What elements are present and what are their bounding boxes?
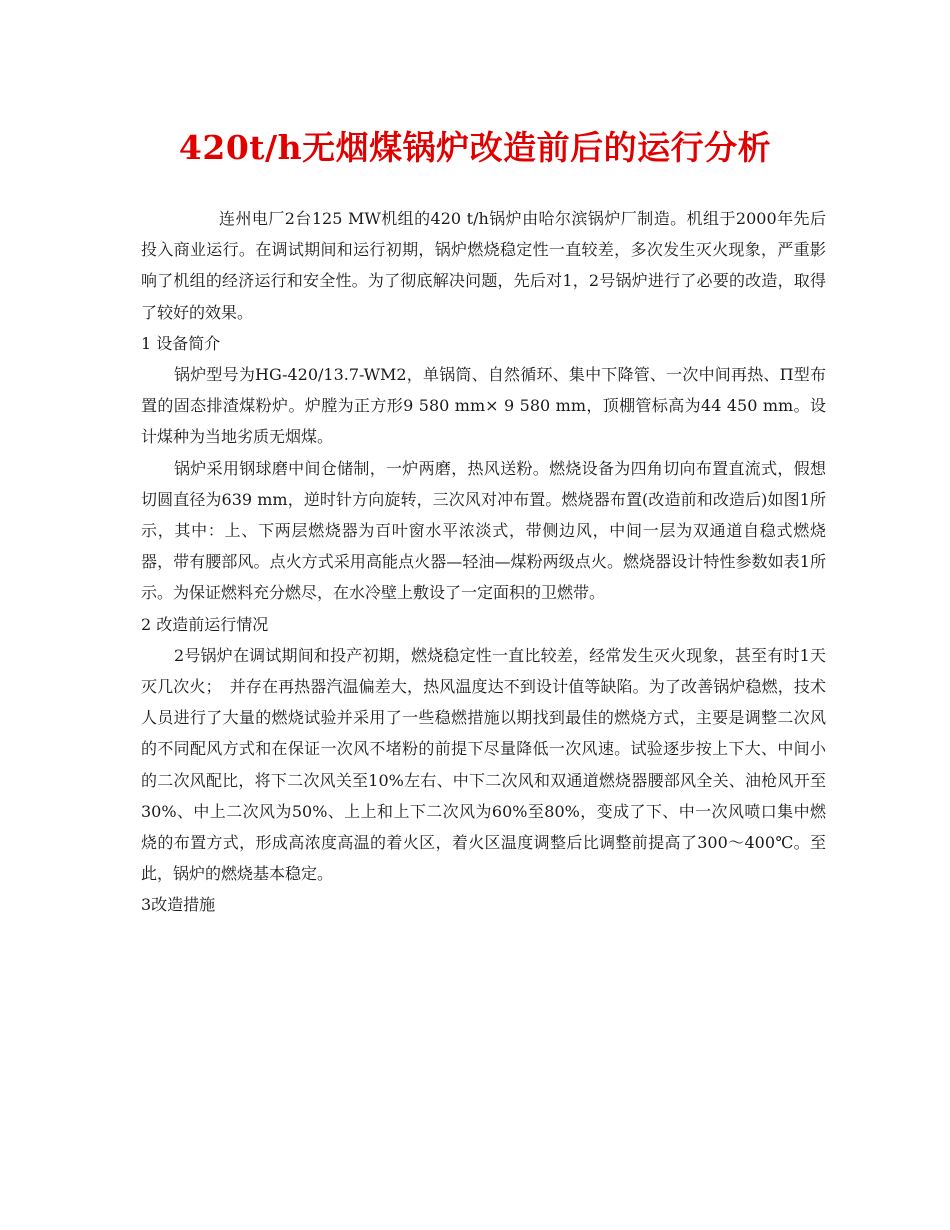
section-3-heading: 3改造措施	[141, 895, 216, 915]
section-2-paragraph-1: 2号锅炉在调试期间和投产初期，燃烧稳定性一直比较差，经常发生灭火现象，甚至有时1天灭几次火； 并存在再热器汽温偏差大，热风温度达不到设计值等缺陷。为了改善锅炉稳燃，技术人员进行了大量的燃烧试验并采用了一些稳燃措施以期找到最佳的燃烧方式，主要是调整二次风的不同配风方式和在保证一次风不堵粉的前提下尽量降低一次风速。试验逐步按上下大、中间小的二次风配比，将下二次风关至10%左右、中下二次风和双通道燃烧器腰部风全关、油枪风开至30%、中上二次风为50%、上上和上下二次风为60%至80%，变成了下、中一次风喷口集中燃烧的布置方式，形成高浓度高温的着火区，着火区温度调整后比调整前提高了300～400℃。至此，锅炉的燃烧基本稳定。	[141, 645, 826, 884]
section-2-heading: 2 改造前运行情况	[141, 614, 269, 634]
section-1-paragraph-1: 锅炉型号为HG-420/13.7-WM2，单锅筒、自然循环、集中下降管、一次中间再热、Π型布置的固态排渣煤粉炉。炉膛为正方形9 580 mm× 9 580 mm，顶棚管标高为44 450 mm。设计煤种为当地劣质无烟煤。	[141, 365, 826, 447]
document-body	[141, 203, 826, 921]
intro-paragraph: 连州电厂2台125 MW机组的420 t/h锅炉由哈尔滨锅炉厂制造。机组于2000年先后投入商业运行。在调试期间和运行初期，锅炉燃烧稳定性一直较差，多次发生灭火现象，严重影响了机组的经济运行和安全性。为了彻底解决问题，先后对1，2号锅炉进行了必要的改造，取得了较好的效果。	[141, 209, 826, 322]
section-1-heading: 1 设备简介	[141, 333, 221, 353]
document-title: 420t/h无烟煤锅炉改造前后的运行分析	[178, 128, 772, 167]
section-1-paragraph-2: 锅炉采用钢球磨中间仓储制，一炉两磨，热风送粉。燃烧设备为四角切向布置直流式，假想切圆直径为639 mm，逆时针方向旋转，三次风对冲布置。燃烧器布置(改造前和改造后)如图1所示，其中：上、下两层燃烧器为百叶窗水平浓淡式，带侧边风，中间一层为双通道自稳式燃烧器，带有腰部风。点火方式采用高能点火器—轻油—煤粉两级点火。燃烧器设计特性参数如表1所示。为保证燃料充分燃尽，在水冷壁上敷设了一定面积的卫燃带。	[141, 458, 826, 603]
